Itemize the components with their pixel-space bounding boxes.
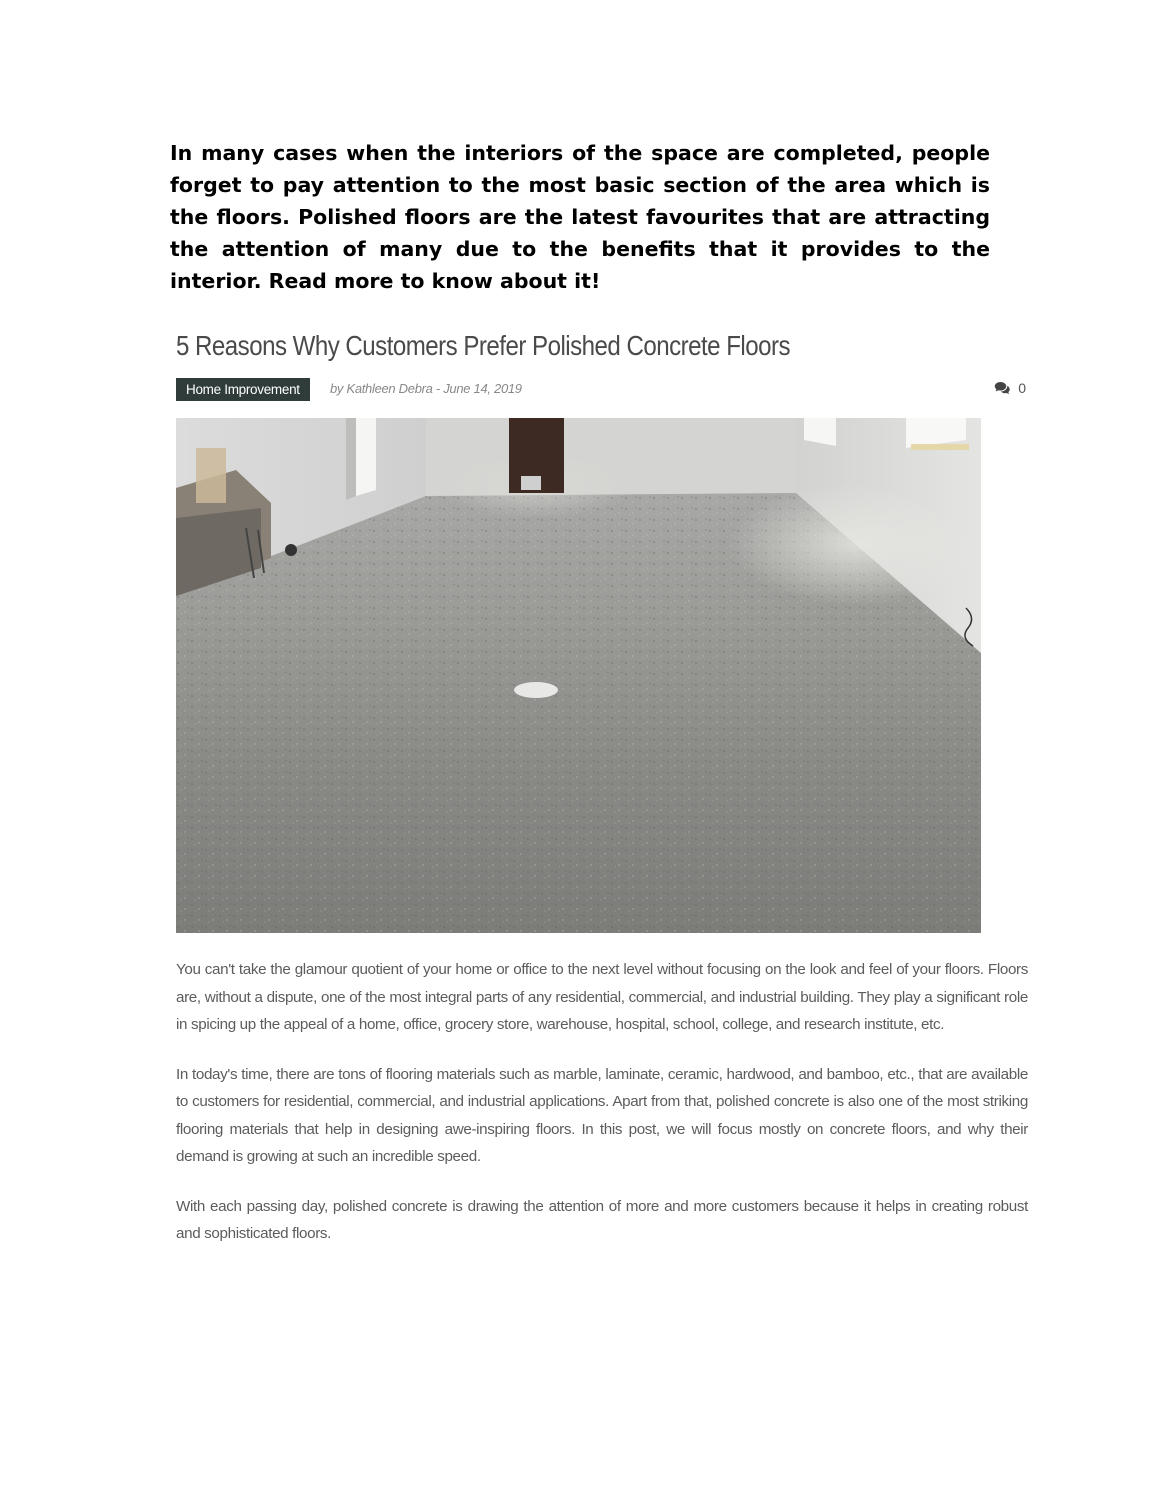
article-title[interactable]: 5 Reasons Why Customers Prefer Polished Concrete Floors xyxy=(176,330,791,361)
body-paragraph-2: In today's time, there are tons of flooring materials such as marble, laminate, ceramic, hardwood, and bamboo, etc., that are available to customers for residential, commercial, and industrial applications. Apart from that, polished concrete is also one of the most striking flooring materials that help in designing awe-inspiring floors. In this post, we will focus mostly on concrete floors, and why their demand is growing at such an incredible speed. xyxy=(176,1065,1028,1165)
polished-concrete-floor-photo xyxy=(176,418,981,933)
body-paragraph-3: With each passing day, polished concrete is drawing the attention of more and more customers because it helps in creating robust and sophisticated floors. xyxy=(176,1197,1028,1242)
intro-paragraph: In many cases when the interiors of the space are completed, people forget to pay attention to the most basic section of the area which is the floors. Polished floors are the latest favourites that are attracting the attention of many due to the benefits that it provides to the interior. Read more to know about it! xyxy=(170,141,990,293)
comments-icon xyxy=(994,381,1011,395)
comments-link[interactable] xyxy=(994,380,1026,396)
byline: by Kathleen Debra - June 14, 2019 xyxy=(330,381,522,396)
article xyxy=(176,326,1028,1242)
comment-count: 0 xyxy=(1018,380,1026,396)
article-meta xyxy=(176,378,1028,402)
category-badge[interactable]: Home Improvement xyxy=(176,378,310,401)
article-body xyxy=(176,956,1028,1270)
body-paragraph-1: You can't take the glamour quotient of your home or office to the next level without focusing on the look and feel of your floors. Floors are, without a dispute, one of the most integral parts of any residential, commercial, and industrial building. They play a significant role in spicing up the appeal of a home, office, grocery store, warehouse, hospital, school, college, and research institute, etc. xyxy=(176,961,1028,1033)
